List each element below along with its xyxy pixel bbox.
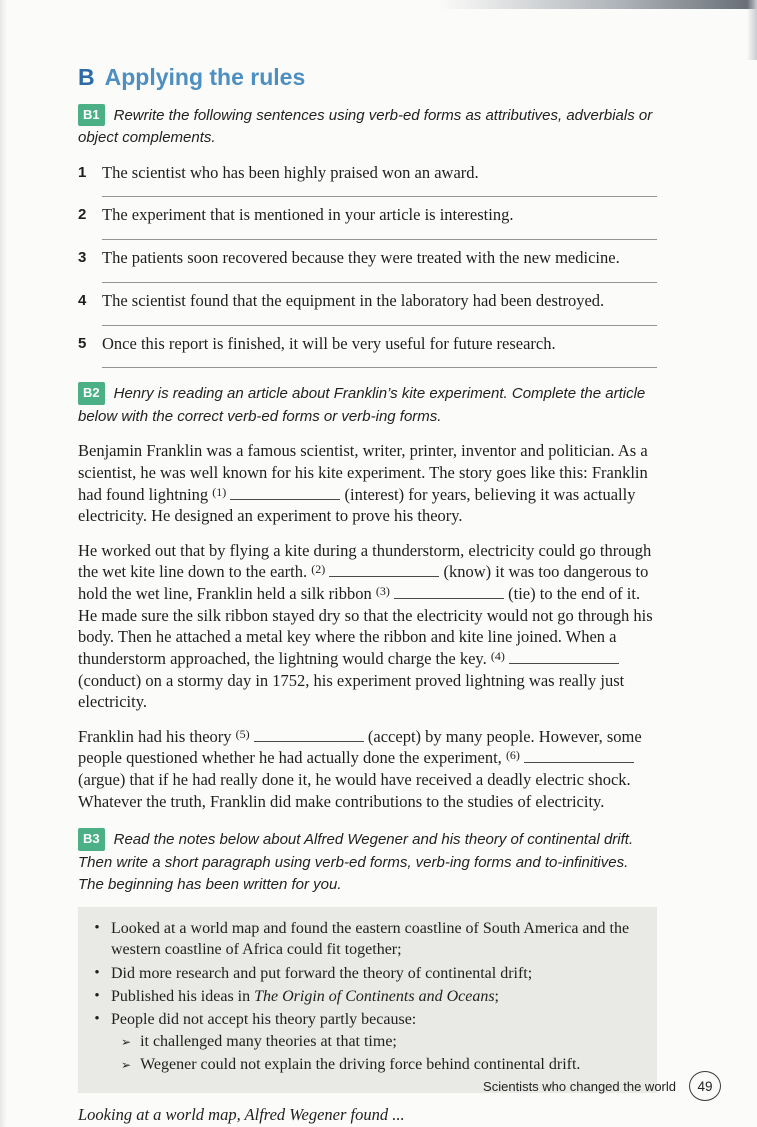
blank-number-3: (3) xyxy=(375,584,390,599)
arrow-bullet-icon: ➢ xyxy=(121,1034,132,1049)
notes-item-text: Looked at a world map and found the eastern coastline of South America and the western coastline of Africa could fit together; xyxy=(111,919,630,959)
fill-blank-2 xyxy=(329,563,439,577)
answer-line-1 xyxy=(102,183,657,197)
b2-instruction xyxy=(78,382,657,428)
notes-box xyxy=(78,907,657,1093)
starter-line: Looking at a world map, Alfred Wegener found ... xyxy=(78,1104,405,1124)
notes-item-2 xyxy=(92,963,641,984)
fill-blank-6 xyxy=(524,749,634,763)
b3-instruction-text: Read the notes below about Alfred Wegener and his theory of continental drift. Then write a short paragraph using verb-ed forms, verb-ing forms and to-infinitives. The beginning has been written for you. xyxy=(78,831,634,894)
notes-item-text: People did not accept his theory partly because: xyxy=(111,1011,417,1029)
notes-sub-item-text: Wegener could not explain the driving force behind continental drift. xyxy=(140,1056,581,1074)
arrow-bullet-icon: ➢ xyxy=(121,1058,132,1073)
section-title: Applying the rules xyxy=(104,64,306,90)
blank-number-6: (6) xyxy=(505,748,520,763)
item-text: Once this report is finished, it will be very useful for future research. xyxy=(102,333,556,353)
article-paragraph-3: Franklin had his theory $^{(5)}$ (accept) by many people. However, some people questioned whether he had actually done the experiment, $^{(6)}$ (argue) that if he had really done it, he would have received a deadly electric shock. Whatever the truth, Franklin did make contributions to the studies of electricity. xyxy=(78,726,642,811)
item-text: The scientist found that the equipment in the laboratory had been destroyed. xyxy=(102,290,605,310)
footer-title: Scientists who changed the world xyxy=(483,1078,676,1094)
bullet-icon: • xyxy=(94,1011,100,1028)
item-number: 2 xyxy=(78,206,87,224)
item-number: 5 xyxy=(78,334,87,352)
article-paragraph-2: He worked out that by flying a kite during a thunderstorm, electricity could go through the wet kite line down to the earth. $^{(2)}$ (know) it was too dangerous to hold the wet line, Franklin held a silk ribbon $^{(3)}$ (tie) to the end of it. He made sure the silk ribbon stayed dry so that the electricity would not go through his body. Then he attached a metal key where the ribbon and kite line joined. When a thunderstorm approached, the lightning would charge the key. $^{(4)}$ (conduct) on a stormy day in 1752, his experiment proved lightning was really just electricity. xyxy=(78,540,653,712)
b2-badge: B2 xyxy=(78,382,105,405)
italic-title: The Origin of Continents and Oceans xyxy=(254,987,495,1005)
b3-instruction xyxy=(78,828,657,897)
page-number-badge: 49 xyxy=(689,1071,721,1101)
fill-blank-3 xyxy=(394,585,504,599)
notes-item-text: Did more research and put forward the theory of continental drift; xyxy=(111,964,533,982)
page-edge-right xyxy=(747,0,757,60)
answer-line-3 xyxy=(102,269,657,283)
section-letter: B xyxy=(78,64,95,90)
notes-list xyxy=(92,918,641,1078)
fill-blank-1 xyxy=(230,486,340,500)
answer-line-2 xyxy=(102,226,657,240)
article-paragraph-1: Benjamin Franklin was a famous scientist, writer, printer, inventor and politician. As a scientist, he was well known for his kite experiment. The story goes like this: Franklin had found lightning $^{(1)}$ (interest) for years, believing it was actually electricity. He designed an experiment to prove his theory. xyxy=(78,441,648,526)
page-content xyxy=(78,64,657,1125)
blank-number-1: (1) xyxy=(212,484,227,499)
sentence-item-3 xyxy=(78,247,657,283)
sentence-item-2 xyxy=(78,204,657,240)
bullet-icon: • xyxy=(94,987,100,1004)
blank-number-4: (4) xyxy=(490,648,505,663)
section-header xyxy=(78,64,657,92)
notes-sub-list xyxy=(111,1031,580,1076)
b2-instruction-text: Henry is reading an article about Franklin’s kite experiment. Complete the article below with the correct verb-ed forms or verb-ing forms. xyxy=(78,385,646,425)
notes-item-1 xyxy=(92,918,641,961)
item-text: The patients soon recovered because they were treated with the new medicine. xyxy=(102,248,620,268)
item-number: 4 xyxy=(78,291,87,309)
answer-line-4 xyxy=(102,312,657,326)
notes-item-text: Published his ideas in The Origin of Continents and Oceans; xyxy=(111,987,499,1005)
item-number: 1 xyxy=(78,163,87,181)
sentence-item-5 xyxy=(78,333,657,369)
notes-sub-item-1 xyxy=(121,1031,580,1052)
item-number: 3 xyxy=(78,249,87,267)
fill-blank-4 xyxy=(509,650,619,664)
b1-instruction-text: Rewrite the following sentences using verb-ed forms as attributives, adverbials or object complements. xyxy=(78,106,653,147)
page-edge-left xyxy=(0,0,7,1127)
b3-badge: B3 xyxy=(78,828,105,851)
b1-badge: B1 xyxy=(78,104,105,127)
sentence-item-1 xyxy=(78,162,657,198)
sentence-item-4 xyxy=(78,290,657,326)
page-edge-top xyxy=(0,0,757,9)
notes-item-4 xyxy=(92,1009,641,1077)
fill-blank-5 xyxy=(254,728,364,742)
b1-instruction xyxy=(78,104,657,150)
notes-item-3 xyxy=(92,986,641,1007)
blank-number-5: (5) xyxy=(235,726,250,741)
page-footer xyxy=(483,1071,721,1101)
answer-line-5 xyxy=(102,354,657,368)
bullet-icon: • xyxy=(94,964,100,981)
notes-sub-item-text: it challenged many theories at that time; xyxy=(140,1032,397,1050)
b1-items xyxy=(78,162,657,369)
bullet-icon: • xyxy=(94,919,100,936)
item-text: The experiment that is mentioned in your article is interesting. xyxy=(102,205,514,225)
item-text: The scientist who has been highly praised won an award. xyxy=(102,162,479,182)
blank-number-2: (2) xyxy=(311,562,326,577)
